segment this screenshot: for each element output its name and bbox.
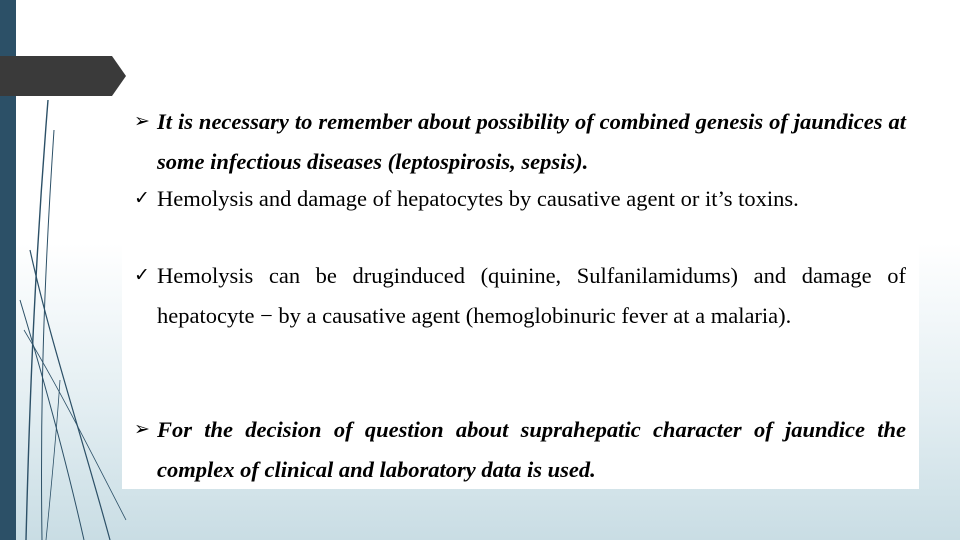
- content-box: [122, 97, 919, 489]
- paragraph-4: [134, 410, 906, 489]
- paragraph-text: For the decision of question about suprahepatic character of jaundice the complex of clinical and laboratory data is used.: [157, 417, 906, 482]
- paragraph-1: [134, 102, 906, 181]
- paragraph-2: [134, 179, 906, 219]
- paragraph-3: [134, 256, 906, 335]
- paragraph-text: It is necessary to remember about possibility of combined genesis of jaundices at some infectious diseases (leptospirosis, sepsis).: [157, 109, 906, 174]
- paragraph-text: Hemolysis and damage of hepatocytes by causative agent or it’s toxins.: [157, 186, 799, 211]
- arrow-bullet-icon: ➢: [134, 110, 150, 132]
- paragraph-text: Hemolysis can be druginduced (quinine, Sulfanilamidums) and damage of hepatocyte − by a causative agent (hemoglobinuric fever at a malaria).: [157, 263, 906, 328]
- arrow-bullet-icon: ➢: [134, 418, 150, 440]
- title-tab-shape: [0, 56, 126, 96]
- check-bullet-icon: ✓: [134, 187, 150, 209]
- check-bullet-icon: ✓: [134, 264, 150, 286]
